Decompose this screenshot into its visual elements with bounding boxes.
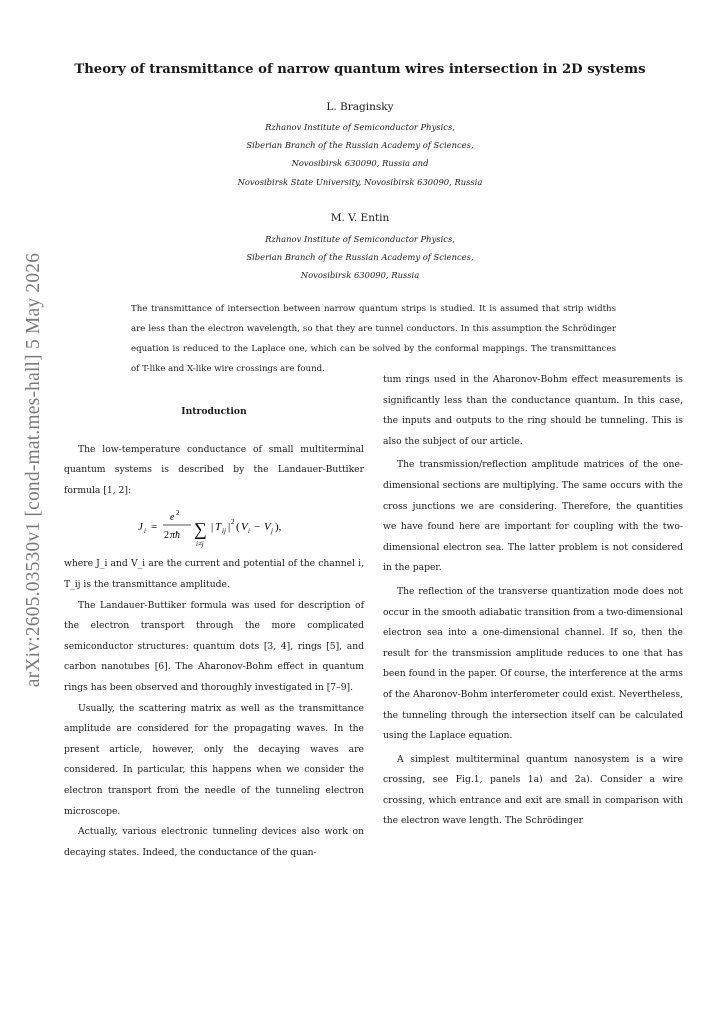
right-column [383,370,683,832]
svg-text:−: − [254,521,261,534]
paragraph: where J_i and V_i are the current and potential of the channel i, T_ij is the transmittance amplitude. [64,558,364,590]
paragraph: The Landauer-Buttiker formula was used for description of the electron transport through the more complicated semiconductor structures: quantum dots [3, 4], rings [5], and carbon nanotubes [6]. The Aharonov-Bohm effect in quantum rings has been observed and thoroughly investigated in [7–9]. [64,599,364,693]
landauer-buttiker-formula [64,504,364,552]
svg-text:i: i [248,527,250,536]
svg-text:V: V [241,521,248,534]
svg-text:2: 2 [176,509,180,518]
paper-title: Theory of transmittance of narrow quantum wires intersection in 2D systems [74,62,646,77]
svg-text:=: = [151,521,158,534]
svg-text:2: 2 [231,518,235,527]
svg-text:∑: ∑ [194,519,207,540]
arxiv-identifier-stamp [14,240,54,700]
author-affiliation-line: Rzhanov Institute of Semiconductor Physics, [265,234,455,244]
author-affiliation-line: Novosibirsk 630090, Russia and [291,158,429,168]
arxiv-identifier-text: arXiv:2605.03530v1 [cond-mat.mes-hall] 5 May 2026 [23,252,44,688]
paragraph: tum rings used in the Aharonov-Bohm effect measurements is significantly less than the conductance quantum. In this case, the inputs and outputs to the ring should be tunneling. This is also the subject of our article. [383,374,683,447]
svg-text:J: J [138,521,143,534]
svg-text:T: T [215,521,222,534]
paragraph: A simplest multiterminal quantum nanosystem is a wire crossing, see Fig.1, panels 1a) and 2a). Consider a wire crossing, which entrance and exit are small in comparison with the electron wave length. The Schrödinger [383,753,683,827]
abstract: The transmittance of intersection between narrow quantum strips is studied. It is assumed that strip widths are less than the electron wavelength, so that they are tunnel conductors. In this assumption the Schrödinger equation is reduced to the Laplace one, which can be solved by the conformal mappings. The transmittances of T-like and X-like wire crossings are found. [131,304,616,374]
svg-text:ij: ij [222,527,226,536]
author-affiliation-line: Novosibirsk State University, Novosibirsk 630090, Russia [237,177,483,187]
svg-text:πħ: πħ [170,530,181,542]
author-affiliation-line: Rzhanov Institute of Semiconductor Physics, [265,122,455,132]
formula-graphic [136,506,306,552]
svg-text:),: ), [275,521,282,534]
svg-text:|: | [228,521,231,534]
author-affiliation-line: Siberian Branch of the Russian Academy of Sciences, [246,252,474,262]
author-name: L. Braginsky [326,101,394,113]
svg-text:V: V [264,521,271,534]
svg-text:j: j [271,527,273,536]
section-heading: Introduction [181,406,247,417]
author-affiliation-line: Siberian Branch of the Russian Academy of Sciences, [246,140,474,150]
svg-text:i: i [144,527,146,536]
author-name: M. V. Entin [330,212,390,224]
paragraph: Actually, various electronic tunneling devices also work on decaying states. Indeed, the conductance of the quan- [64,826,364,858]
svg-text:(: ( [236,521,240,534]
svg-text:i≠j: i≠j [196,540,204,549]
svg-text:2: 2 [164,530,169,542]
paragraph: Usually, the scattering matrix as well as the transmittance amplitude are considered for the propagating waves. In the present article, however, only the decaying waves are considered. In particular, this happens when we consider the electron transport from the needle of the tunneling electron microscope. [64,702,364,817]
svg-text:|: | [211,521,214,534]
author-affiliation-line: Novosibirsk 630090, Russia [300,270,420,280]
paragraph: The low-temperature conductance of small multiterminal quantum systems is described by the Landauer-Buttiker formula [1, 2]: [64,443,364,496]
paragraph: The transmission/reflection amplitude matrices of the one-dimensional sections are multiplying. The same occurs with the cross junctions we are considering. Therefore, the quantities we have found here are important for coupling with the two-dimensional electron sea. The latter problem is not considered in the paper. [383,459,683,574]
svg-text:e: e [170,512,175,524]
paragraph: The reflection of the transverse quantization mode does not occur in the smooth adiabatic transition from a two-dimensional electron sea into a one-dimensional channel. If so, then the result for the transmission amplitude reduces to one that has been found in the paper. Of course, the interference at the arms of the Aharonov-Bohm interferometer could exist. Nevertheless, the tunneling through the intersection itself can be calculated using the Laplace equation. [383,585,683,742]
left-column [64,398,364,863]
